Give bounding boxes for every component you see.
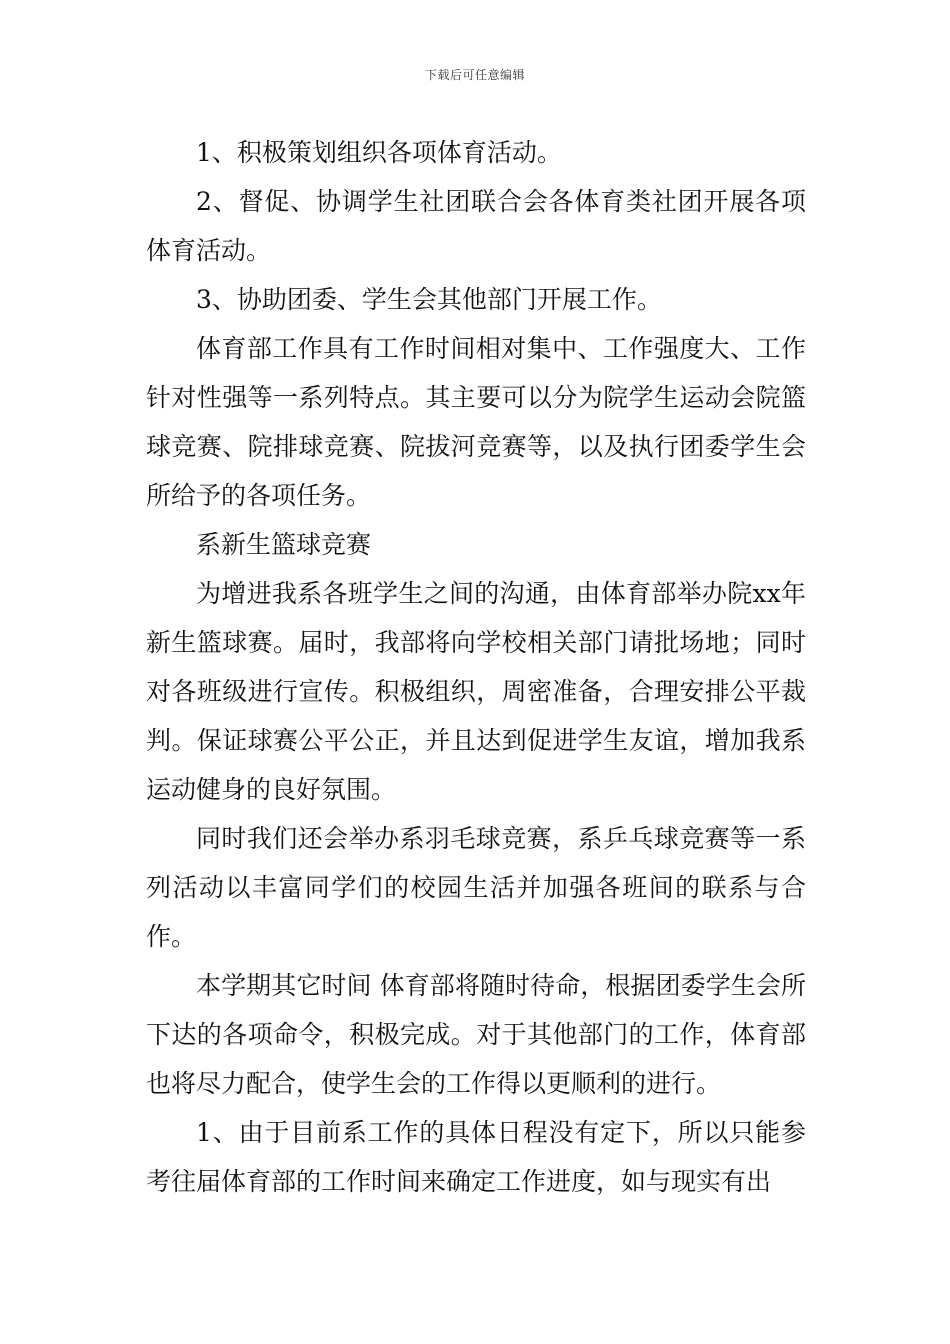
page-header: 下载后可任意编辑: [424, 68, 525, 82]
document-body: [146, 128, 806, 1206]
paragraph-duty-1: 1、积极策划组织各项体育活动。: [196, 138, 562, 167]
paragraph-standby: 本学期其它时间 体育部将随时待命，根据团委学生会所下达的各项命令，积极完成。对于其他部门的工作，体育部也将尽力配合，使学生会的工作得以更顺利的进行。: [146, 971, 806, 1098]
paragraph-schedule: 1、由于目前系工作的具体日程没有定下，所以只能参考往届体育部的工作时间来确定工作进度，如与现实有出: [146, 1118, 806, 1196]
paragraph-other-competitions: 同时我们还会举办系羽毛球竞赛，系乒乓球竞赛等一系列活动以丰富同学们的校园生活并加强各班间的联系与合作。: [146, 824, 806, 951]
paragraph-basketball: 为增进我系各班学生之间的沟通，由体育部举办院xx年新生篮球赛。届时，我部将向学校相关部门请批场地；同时对各班级进行宣传。积极组织，周密准备，合理安排公平裁判。保证球赛公平公正，并且达到促进学生友谊，增加我系运动健身的良好氛围。: [146, 579, 806, 804]
paragraph-characteristics: 体育部工作具有工作时间相对集中、工作强度大、工作针对性强等一系列特点。其主要可以分为院学生运动会院篮球竞赛、院排球竞赛、院拔河竞赛等，以及执行团委学生会所给予的各项任务。: [146, 334, 806, 510]
section-heading-basketball: 系新生篮球竞赛: [196, 530, 372, 559]
paragraph-duty-2: 2、督促、协调学生社团联合会各体育类社团开展各项体育活动。: [146, 187, 806, 265]
paragraph-duty-3: 3、协助团委、学生会其他部门开展工作。: [196, 285, 662, 314]
